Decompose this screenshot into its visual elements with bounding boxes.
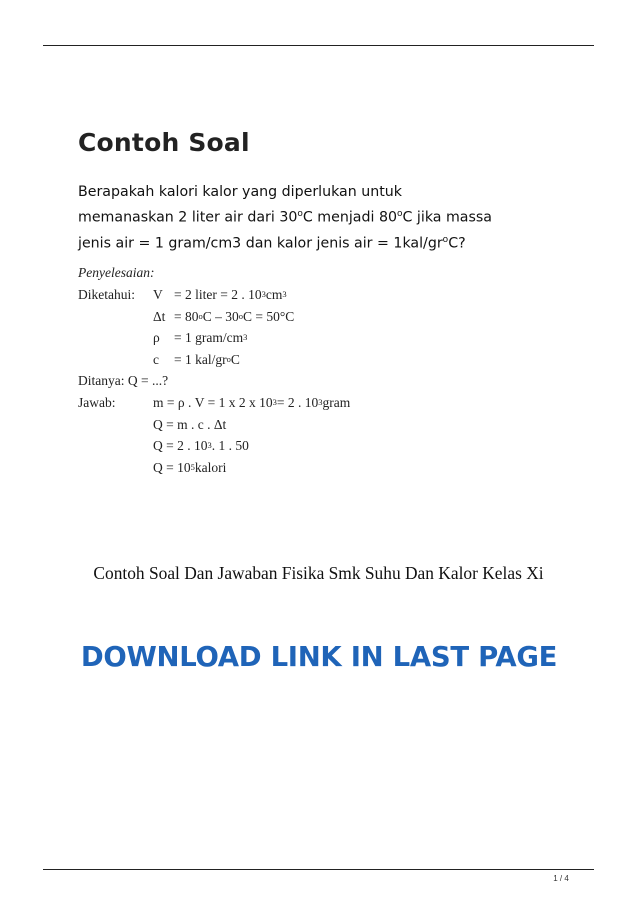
answer-label: Jawab:: [78, 395, 116, 411]
document-caption: Contoh Soal Dan Jawaban Fisika Smk Suhu Dan Kalor Kelas Xi: [93, 563, 544, 583]
footer-rule: [43, 869, 594, 870]
question-text: [78, 181, 568, 254]
question-line: Berapakah kalori kalor yang diperlukan untuk: [78, 184, 403, 200]
page-number: 1 / 4: [553, 874, 569, 883]
header-rule: [43, 45, 594, 46]
solution-block: [78, 262, 568, 478]
figure-title: Contoh Soal: [78, 128, 250, 157]
question-line: jenis air = 1 gram/cm3 dan kalor jenis air = $1kal/gr^oC$?: [78, 234, 466, 252]
answer-row: Q = 2 . 10 3 . 1 . 50: [153, 438, 249, 454]
known-label: Diketahui:: [78, 287, 135, 303]
answer-row: Q = 10 5 kalori: [153, 459, 227, 475]
known-row: Diketahui: V = 2 liter = 2 . 10 3 cm 3: [78, 284, 568, 306]
answer-row: Jawab: m = ρ . V = 1 x 2 x 10 3 = 2 . 10 3 gram: [78, 392, 568, 414]
asked-row: Ditanya: Q = ...?: [78, 373, 169, 389]
known-row: c = 1 kal/gr o C: [153, 351, 240, 367]
known-row: ρ = 1 gram/cm 3: [153, 330, 248, 346]
download-link-banner[interactable]: DOWNLOAD LINK IN LAST PAGE: [80, 641, 558, 673]
known-row: Δt = 80 o C – 30 o C = 50°C: [153, 308, 295, 324]
solution-heading: Penyelesaian:: [78, 265, 155, 281]
question-line: memanaskan 2 liter air dari 30$^o$C menjadi 80$^o$C jika massa: [78, 209, 492, 226]
answer-row: Q = m . c . Δt: [153, 416, 227, 432]
example-problem-figure: [78, 128, 568, 478]
